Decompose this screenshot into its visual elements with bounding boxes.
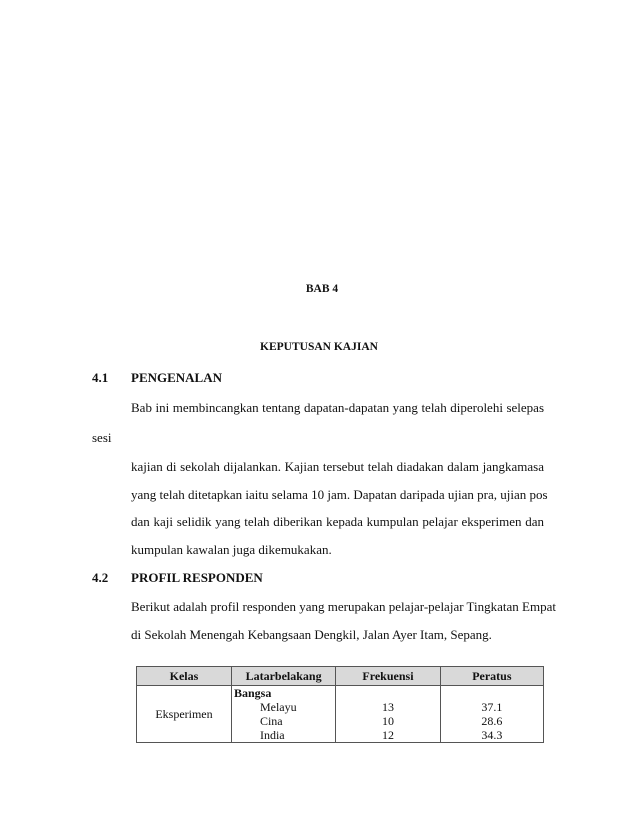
frekuensi-value: 12 bbox=[381, 728, 394, 742]
chapter-number: BAB 4 bbox=[305, 283, 339, 295]
cell-peratus bbox=[440, 686, 543, 743]
frekuensi-value: 13 bbox=[381, 700, 394, 714]
paragraph-line: Berikut adalah profil responden yang merupakan pelajar-pelajar Tingkatan Empat bbox=[131, 599, 556, 614]
paragraph-line: yang telah ditetapkan iaitu selama 10 jam. Dapatan daripada ujian pra, ujian pos bbox=[131, 487, 548, 502]
cell-latarbelakang bbox=[231, 686, 335, 743]
respondent-profile-table bbox=[136, 666, 544, 743]
table-header-row bbox=[137, 667, 544, 686]
category-label: Bangsa bbox=[233, 686, 272, 700]
cell-kelas: Eksperimen bbox=[137, 686, 232, 743]
header-frekuensi: Frekuensi bbox=[336, 667, 441, 686]
paragraph-line-orphan: sesi bbox=[92, 430, 112, 445]
peratus-value: 34.3 bbox=[481, 728, 503, 742]
header-latarbelakang: Latarbelakang bbox=[231, 667, 335, 686]
peratus-value: 28.6 bbox=[481, 714, 503, 728]
paragraph-line: kajian di sekolah dijalankan. Kajian tersebut telah diadakan dalam jangkamasa bbox=[131, 459, 544, 474]
header-kelas: Kelas bbox=[137, 667, 232, 686]
peratus-value: 37.1 bbox=[481, 700, 503, 714]
chapter-title: KEPUTUSAN KAJIAN bbox=[260, 341, 378, 353]
paragraph-line: Bab ini membincangkan tentang dapatan-dapatan yang telah diperolehi selepas bbox=[131, 400, 544, 415]
section-number-4-2: 4.2 bbox=[92, 570, 109, 585]
table-row bbox=[137, 686, 544, 743]
paragraph-line: di Sekolah Menengah Kebangsaan Dengkil, Jalan Ayer Itam, Sepang. bbox=[131, 627, 492, 642]
paragraph-line: dan kaji selidik yang telah diberikan kepada kumpulan pelajar eksperimen dan bbox=[131, 514, 544, 529]
frekuensi-value: 10 bbox=[381, 714, 394, 728]
section-number-4-1: 4.1 bbox=[92, 370, 109, 385]
section-title-profil-responden: PROFIL RESPONDEN bbox=[131, 570, 263, 585]
cell-frekuensi bbox=[336, 686, 441, 743]
header-peratus: Peratus bbox=[440, 667, 543, 686]
section-title-pengenalan: PENGENALAN bbox=[131, 370, 223, 385]
latar-item: India bbox=[259, 728, 285, 742]
latar-item: Melayu bbox=[259, 700, 297, 714]
latar-item: Cina bbox=[259, 714, 283, 728]
paragraph-line: kumpulan kawalan juga dikemukakan. bbox=[131, 542, 332, 557]
